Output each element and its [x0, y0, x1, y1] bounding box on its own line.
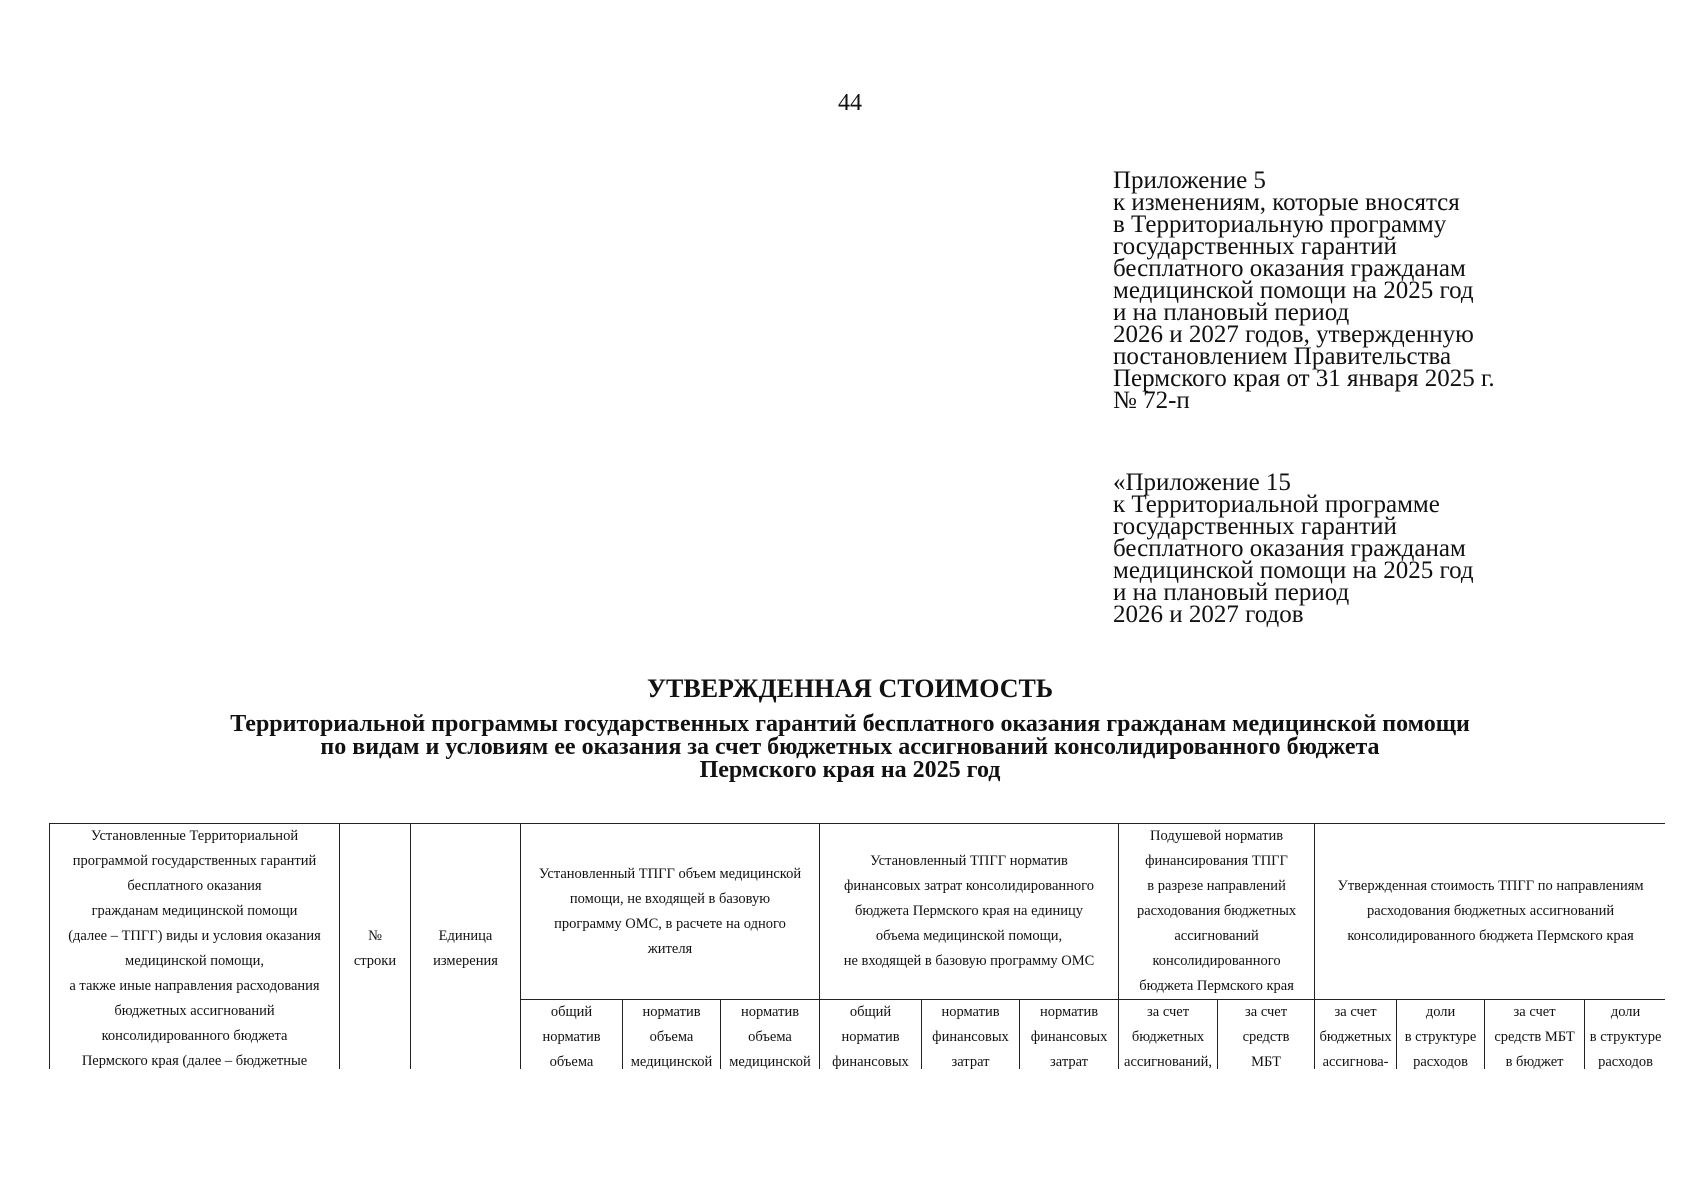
subheader-cell: норматив финансовых затрат: [1020, 1000, 1119, 1070]
appendix-line: медицинской помощи на 2025 год: [1113, 557, 1474, 584]
appendix-line: Пермского края от 31 января 2025 г.: [1113, 365, 1495, 392]
appendix-reference: [1113, 167, 1583, 414]
appendix-line: 2026 и 2027 годов, утвержденную: [1113, 321, 1474, 348]
cost-table: [49, 823, 1665, 1069]
appendix-line: Приложение 5: [1113, 167, 1266, 194]
appendix-line: в Территориальную программу: [1113, 211, 1447, 238]
header-group-financial-norm: Установленный ТПГГ норматив финансовых затрат консолидированного бюджета Пермского края на единицу объема медицинской помощи, не входящей в базовую программу ОМС: [820, 824, 1119, 1000]
document-title: УТВЕРЖДЕННАЯ СТОИМОСТЬ: [646, 674, 1054, 703]
appendix-15-reference: [1113, 469, 1583, 628]
appendix-line: к Территориальной программе: [1113, 491, 1440, 518]
subheader-cell: за счет бюджетных ассигнова-: [1315, 1000, 1397, 1070]
subheader-cell: доли в структуре расходов: [1585, 1000, 1665, 1070]
header-group-per-capita: Подушевой норматив финансирования ТПГГ в разрезе направлений расходования бюджетных ассигнований консолидированного бюджета Пермского края: [1119, 824, 1315, 1000]
subheader-cell: норматив объема медицинской: [623, 1000, 721, 1070]
appendix-line: и на плановый период: [1113, 579, 1350, 606]
header-group-approved-cost: Утвержденная стоимость ТПГГ по направлениям расходования бюджетных ассигнований консолидированного бюджета Пермского края: [1315, 824, 1665, 1000]
subheader-cell: общий норматив финансовых: [820, 1000, 922, 1070]
subheader-cell: за счет средств МБТ: [1218, 1000, 1315, 1070]
subheader-cell: норматив объема медицинской: [721, 1000, 820, 1070]
header-row-number: № строки: [340, 824, 411, 1070]
appendix-line: бесплатного оказания гражданам: [1113, 255, 1466, 282]
page-number: 44: [838, 90, 862, 116]
subheader-cell: за счет бюджетных ассигнований,: [1119, 1000, 1218, 1070]
appendix-line: к изменениям, которые вносятся: [1113, 189, 1460, 216]
subheader-cell: доли в структуре расходов: [1397, 1000, 1485, 1070]
subtitle-line: Территориальной программы государственных гарантий бесплатного оказания гражданам медицинской помощи: [230, 711, 1470, 737]
cost-table-wrapper: [49, 823, 1665, 1069]
subheader-cell: общий норматив объема: [521, 1000, 623, 1070]
appendix-line: и на плановый период: [1113, 299, 1350, 326]
appendix-line: бесплатного оказания гражданам: [1113, 535, 1466, 562]
header-unit: Единица измерения: [411, 824, 521, 1070]
appendix-line: 2026 и 2027 годов: [1113, 601, 1304, 628]
header-group-volume: Установленный ТПГГ объем медицинской помощи, не входящей в базовую программу ОМС, в расчете на одного жителя: [521, 824, 820, 1000]
appendix-line: государственных гарантий: [1113, 513, 1397, 540]
subheader-cell: за счет средств МБТ в бюджет: [1485, 1000, 1585, 1070]
document-subtitle: [60, 713, 1640, 782]
subtitle-line: по видам и условиям ее оказания за счет бюджетных ассигнований консолидированного бюджета: [320, 734, 1380, 760]
header-types-of-care: Установленные Территориальной программой государственных гарантий бесплатного оказания гражданам медицинской помощи (далее – ТПГГ) виды и условия оказания медицинской помощи, а также иные направления расходования бюджетных ассигнований консолидированного бюджета Пермского края (далее – бюджетные: [50, 824, 340, 1070]
appendix-line: № 72-п: [1113, 387, 1190, 414]
subtitle-line: Пермского края на 2025 год: [699, 757, 1001, 783]
appendix-line: государственных гарантий: [1113, 233, 1397, 260]
appendix-line: медицинской помощи на 2025 год: [1113, 277, 1474, 304]
appendix-line: «Приложение 15: [1113, 469, 1291, 496]
subheader-cell: норматив финансовых затрат: [922, 1000, 1020, 1070]
appendix-line: постановлением Правительства: [1113, 343, 1452, 370]
